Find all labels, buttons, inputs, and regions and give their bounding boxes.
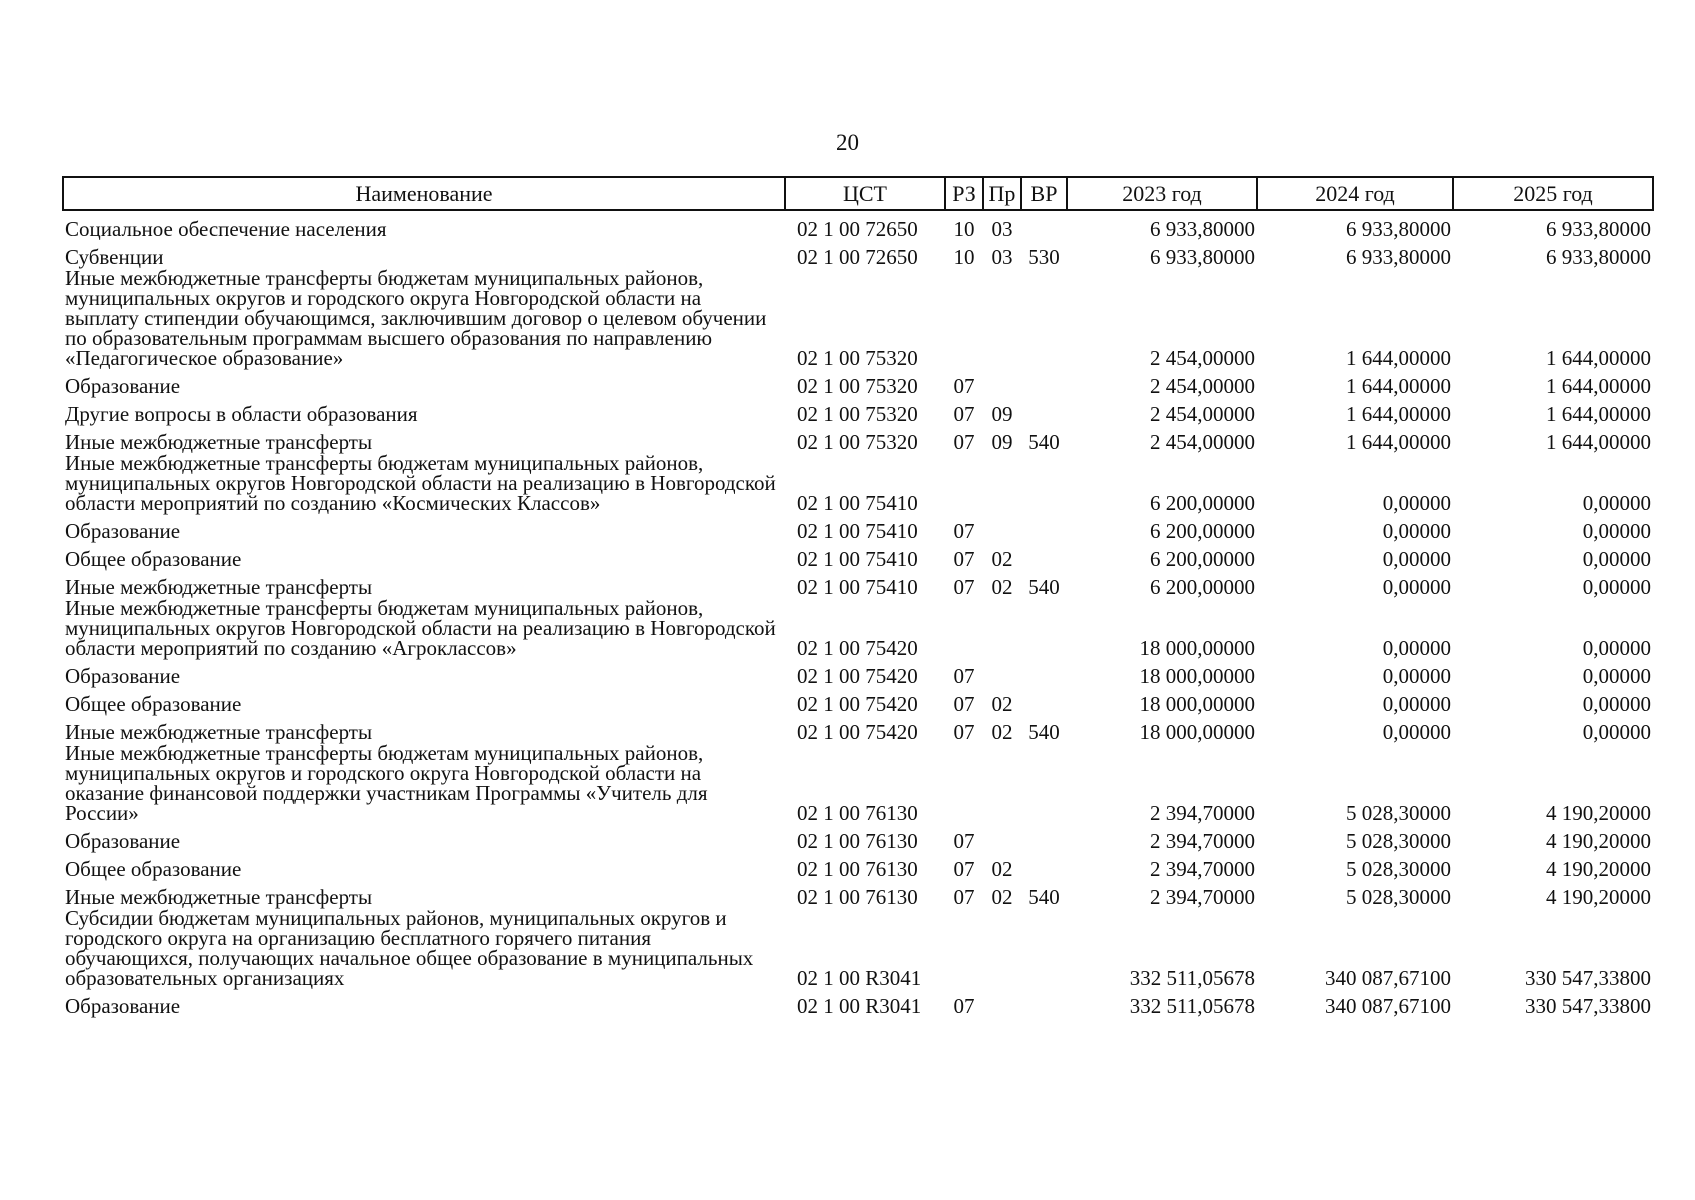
cell-vr — [1021, 368, 1067, 396]
cell-name: Образование — [65, 374, 181, 398]
cell-y2023: 2 394,70000 — [1150, 857, 1255, 881]
cell-y2024: 6 933,80000 — [1346, 217, 1451, 241]
cell-name: Образование — [65, 829, 181, 853]
cell-rz: 07 — [953, 664, 975, 688]
table-row — [63, 424, 1653, 452]
cell-rz: 07 — [953, 692, 975, 716]
cell-y2024: 5 028,30000 — [1346, 857, 1451, 881]
cell-pr: 02 — [991, 547, 1013, 571]
cell-y2023: 332 511,05678 — [1129, 966, 1255, 990]
cell-y2023: 6 933,80000 — [1150, 217, 1255, 241]
cell-y2025: 0,00000 — [1582, 636, 1651, 660]
cell-y2025: 4 190,20000 — [1546, 801, 1651, 825]
cell-cst: 02 1 00 75320 — [797, 374, 918, 398]
cell-y2023: 6 200,00000 — [1150, 519, 1255, 543]
table-row — [63, 851, 1653, 879]
cell-cst: 02 1 00 75420 — [797, 692, 918, 716]
cell-pr — [983, 658, 1021, 686]
cell-rz: 07 — [953, 430, 975, 454]
cell-cst: 02 1 00 75320 — [797, 402, 918, 426]
cell-pr: 09 — [991, 402, 1013, 426]
header-vr: ВР — [1021, 177, 1067, 210]
cell-vr — [1021, 267, 1067, 368]
cell-cst: 02 1 00 75410 — [797, 519, 918, 543]
cell-pr: 02 — [991, 885, 1013, 909]
table-row — [63, 658, 1653, 686]
cell-rz — [945, 267, 983, 368]
table-row — [63, 597, 1653, 658]
cell-rz: 07 — [953, 547, 975, 571]
cell-name: Образование — [65, 519, 181, 543]
cell-y2025: 6 933,80000 — [1546, 217, 1651, 241]
cell-vr: 540 — [1028, 720, 1060, 744]
table-row — [63, 513, 1653, 541]
cell-y2024: 0,00000 — [1382, 491, 1451, 515]
cell-y2025: 0,00000 — [1582, 692, 1651, 716]
cell-y2023: 18 000,00000 — [1139, 636, 1255, 660]
cell-cst: 02 1 00 76130 — [797, 801, 918, 825]
cell-rz: 07 — [953, 829, 975, 853]
cell-vr — [1021, 541, 1067, 569]
cell-y2025: 0,00000 — [1582, 720, 1651, 744]
cell-y2025: 4 190,20000 — [1546, 885, 1651, 909]
cell-y2025: 1 644,00000 — [1546, 346, 1651, 370]
cell-name: Общее образование — [65, 857, 242, 881]
cell-cst: 02 1 00 72650 — [797, 245, 918, 269]
cell-rz — [945, 742, 983, 823]
cell-pr — [983, 368, 1021, 396]
cell-vr — [1021, 210, 1067, 239]
cell-y2024: 0,00000 — [1382, 519, 1451, 543]
cell-name: Иные межбюджетные трансферты — [65, 430, 373, 454]
table-row — [63, 452, 1653, 513]
cell-vr: 530 — [1028, 245, 1060, 269]
cell-y2024: 340 087,67100 — [1325, 966, 1451, 990]
header-name: Наименование — [63, 177, 785, 210]
cell-rz: 10 — [953, 217, 975, 241]
cell-y2024: 0,00000 — [1382, 547, 1451, 571]
cell-y2024: 0,00000 — [1382, 692, 1451, 716]
cell-y2025: 0,00000 — [1582, 575, 1651, 599]
cell-y2024: 5 028,30000 — [1346, 885, 1451, 909]
cell-cst: 02 1 00 75410 — [797, 575, 918, 599]
cell-rz: 07 — [953, 885, 975, 909]
cell-y2025: 0,00000 — [1582, 547, 1651, 571]
cell-pr — [983, 513, 1021, 541]
cell-y2024: 5 028,30000 — [1346, 829, 1451, 853]
cell-vr — [1021, 686, 1067, 714]
table-row — [63, 742, 1653, 823]
cell-name: Общее образование — [65, 692, 242, 716]
cell-name: Иные межбюджетные трансферты бюджетам муниципальных районов, муниципальных округов Новгородской области на реализацию в Новгородской области мероприятий по созданию «Агроклассов» — [65, 596, 776, 660]
cell-y2023: 18 000,00000 — [1139, 720, 1255, 744]
table-row — [63, 239, 1653, 267]
budget-table — [62, 176, 1654, 1016]
cell-cst: 02 1 00 75420 — [797, 664, 918, 688]
table-row — [63, 368, 1653, 396]
header-cst: ЦСТ — [785, 177, 945, 210]
table-row — [63, 210, 1653, 239]
table-body — [63, 210, 1653, 1016]
cell-name: Иные межбюджетные трансферты бюджетам муниципальных районов, муниципальных округов Новгородской области на реализацию в Новгородской области мероприятий по созданию «Космических Классов» — [65, 451, 776, 515]
cell-y2024: 5 028,30000 — [1346, 801, 1451, 825]
table-row — [63, 988, 1653, 1016]
cell-y2024: 340 087,67100 — [1325, 994, 1451, 1018]
cell-vr — [1021, 597, 1067, 658]
cell-cst: 02 1 00 R3041 — [797, 994, 922, 1018]
cell-pr — [983, 452, 1021, 513]
cell-y2025: 0,00000 — [1582, 519, 1651, 543]
cell-name: Общее образование — [65, 547, 242, 571]
cell-y2023: 2 454,00000 — [1150, 402, 1255, 426]
page-number: 20 — [836, 130, 859, 155]
cell-cst: 02 1 00 76130 — [797, 857, 918, 881]
cell-y2024: 1 644,00000 — [1346, 374, 1451, 398]
cell-vr — [1021, 452, 1067, 513]
cell-name: Другие вопросы в области образования — [65, 402, 418, 426]
cell-pr: 03 — [991, 217, 1013, 241]
table-row — [63, 396, 1653, 424]
table-row — [63, 714, 1653, 742]
cell-rz — [945, 907, 983, 988]
cell-y2023: 2 454,00000 — [1150, 346, 1255, 370]
table-row — [63, 569, 1653, 597]
cell-y2023: 6 200,00000 — [1150, 491, 1255, 515]
cell-pr — [983, 742, 1021, 823]
cell-y2024: 0,00000 — [1382, 720, 1451, 744]
cell-cst: 02 1 00 R3041 — [797, 966, 922, 990]
cell-y2023: 332 511,05678 — [1129, 994, 1255, 1018]
cell-pr — [983, 988, 1021, 1016]
cell-vr — [1021, 988, 1067, 1016]
cell-cst: 02 1 00 75320 — [797, 430, 918, 454]
cell-name: Субсидии бюджетам муниципальных районов, муниципальных округов и городского округа на организацию бесплатного горячего питания обучающихся, получающих начальное общее образование в муниципальных образовательных организациях — [65, 906, 754, 990]
cell-y2025: 1 644,00000 — [1546, 430, 1651, 454]
cell-name: Иные межбюджетные трансферты — [65, 575, 373, 599]
cell-pr: 03 — [991, 245, 1013, 269]
cell-vr — [1021, 823, 1067, 851]
cell-pr: 02 — [991, 575, 1013, 599]
table-row — [63, 267, 1653, 368]
cell-y2025: 330 547,33800 — [1525, 994, 1651, 1018]
cell-name: Субвенции — [65, 245, 164, 269]
cell-y2024: 1 644,00000 — [1346, 430, 1451, 454]
cell-name: Иные межбюджетные трансферты бюджетам муниципальных районов, муниципальных округов и городского округа Новгородской области на выплату стипендии обучающимся, заключившим договор о целевом обучении по образовательным программам высшего образования по направлению «Педагогическое образование» — [65, 266, 767, 370]
cell-y2023: 18 000,00000 — [1139, 692, 1255, 716]
cell-y2025: 0,00000 — [1582, 491, 1651, 515]
cell-y2024: 0,00000 — [1382, 636, 1451, 660]
cell-vr — [1021, 742, 1067, 823]
cell-rz: 07 — [953, 857, 975, 881]
table-row — [63, 686, 1653, 714]
cell-y2023: 2 454,00000 — [1150, 374, 1255, 398]
cell-name: Образование — [65, 664, 181, 688]
cell-y2023: 6 200,00000 — [1150, 575, 1255, 599]
table-row — [63, 907, 1653, 988]
cell-pr — [983, 823, 1021, 851]
cell-rz: 07 — [953, 374, 975, 398]
cell-vr — [1021, 658, 1067, 686]
cell-cst: 02 1 00 72650 — [797, 217, 918, 241]
cell-name: Иные межбюджетные трансферты бюджетам муниципальных районов, муниципальных округов и городского округа Новгородской области на оказание финансовой поддержки участникам Программы «Учитель для России» — [65, 741, 708, 825]
cell-y2025: 1 644,00000 — [1546, 402, 1651, 426]
cell-rz: 07 — [953, 720, 975, 744]
cell-pr: 09 — [991, 430, 1013, 454]
cell-y2024: 6 933,80000 — [1346, 245, 1451, 269]
header-2023: 2023 год — [1067, 177, 1257, 210]
cell-rz: 07 — [953, 402, 975, 426]
table-row — [63, 541, 1653, 569]
cell-vr — [1021, 907, 1067, 988]
cell-vr — [1021, 513, 1067, 541]
cell-y2023: 6 200,00000 — [1150, 547, 1255, 571]
cell-y2025: 4 190,20000 — [1546, 829, 1651, 853]
cell-pr — [983, 267, 1021, 368]
cell-pr: 02 — [991, 692, 1013, 716]
cell-y2023: 2 454,00000 — [1150, 430, 1255, 454]
cell-vr — [1021, 851, 1067, 879]
header-2024: 2024 год — [1257, 177, 1453, 210]
cell-pr — [983, 907, 1021, 988]
cell-y2024: 0,00000 — [1382, 575, 1451, 599]
cell-y2025: 330 547,33800 — [1525, 966, 1651, 990]
cell-y2025: 0,00000 — [1582, 664, 1651, 688]
header-2025: 2025 год — [1453, 177, 1653, 210]
cell-y2025: 6 933,80000 — [1546, 245, 1651, 269]
cell-y2023: 2 394,70000 — [1150, 885, 1255, 909]
cell-name: Иные межбюджетные трансферты — [65, 885, 373, 909]
cell-cst: 02 1 00 75420 — [797, 636, 918, 660]
cell-pr: 02 — [991, 720, 1013, 744]
table-header-row — [63, 177, 1653, 210]
cell-name: Иные межбюджетные трансферты — [65, 720, 373, 744]
cell-pr — [983, 597, 1021, 658]
cell-cst: 02 1 00 75320 — [797, 346, 918, 370]
cell-y2023: 18 000,00000 — [1139, 664, 1255, 688]
table-row — [63, 879, 1653, 907]
cell-rz: 10 — [953, 245, 975, 269]
cell-pr: 02 — [991, 857, 1013, 881]
cell-y2024: 1 644,00000 — [1346, 346, 1451, 370]
cell-vr — [1021, 396, 1067, 424]
cell-y2025: 4 190,20000 — [1546, 857, 1651, 881]
cell-name: Образование — [65, 994, 181, 1018]
cell-vr: 540 — [1028, 430, 1060, 454]
cell-vr: 540 — [1028, 575, 1060, 599]
cell-rz — [945, 452, 983, 513]
cell-y2024: 1 644,00000 — [1346, 402, 1451, 426]
cell-cst: 02 1 00 76130 — [797, 885, 918, 909]
cell-y2023: 2 394,70000 — [1150, 829, 1255, 853]
cell-cst: 02 1 00 76130 — [797, 829, 918, 853]
cell-y2023: 6 933,80000 — [1150, 245, 1255, 269]
cell-y2023: 2 394,70000 — [1150, 801, 1255, 825]
cell-vr: 540 — [1028, 885, 1060, 909]
cell-cst: 02 1 00 75410 — [797, 491, 918, 515]
table-row — [63, 823, 1653, 851]
cell-name: Социальное обеспечение населения — [65, 217, 387, 241]
cell-rz: 07 — [953, 519, 975, 543]
cell-y2024: 0,00000 — [1382, 664, 1451, 688]
cell-rz: 07 — [953, 575, 975, 599]
cell-cst: 02 1 00 75410 — [797, 547, 918, 571]
cell-rz: 07 — [953, 994, 975, 1018]
header-pr: Пр — [983, 177, 1021, 210]
header-rz: РЗ — [945, 177, 983, 210]
cell-cst: 02 1 00 75420 — [797, 720, 918, 744]
cell-y2025: 1 644,00000 — [1546, 374, 1651, 398]
cell-rz — [945, 597, 983, 658]
